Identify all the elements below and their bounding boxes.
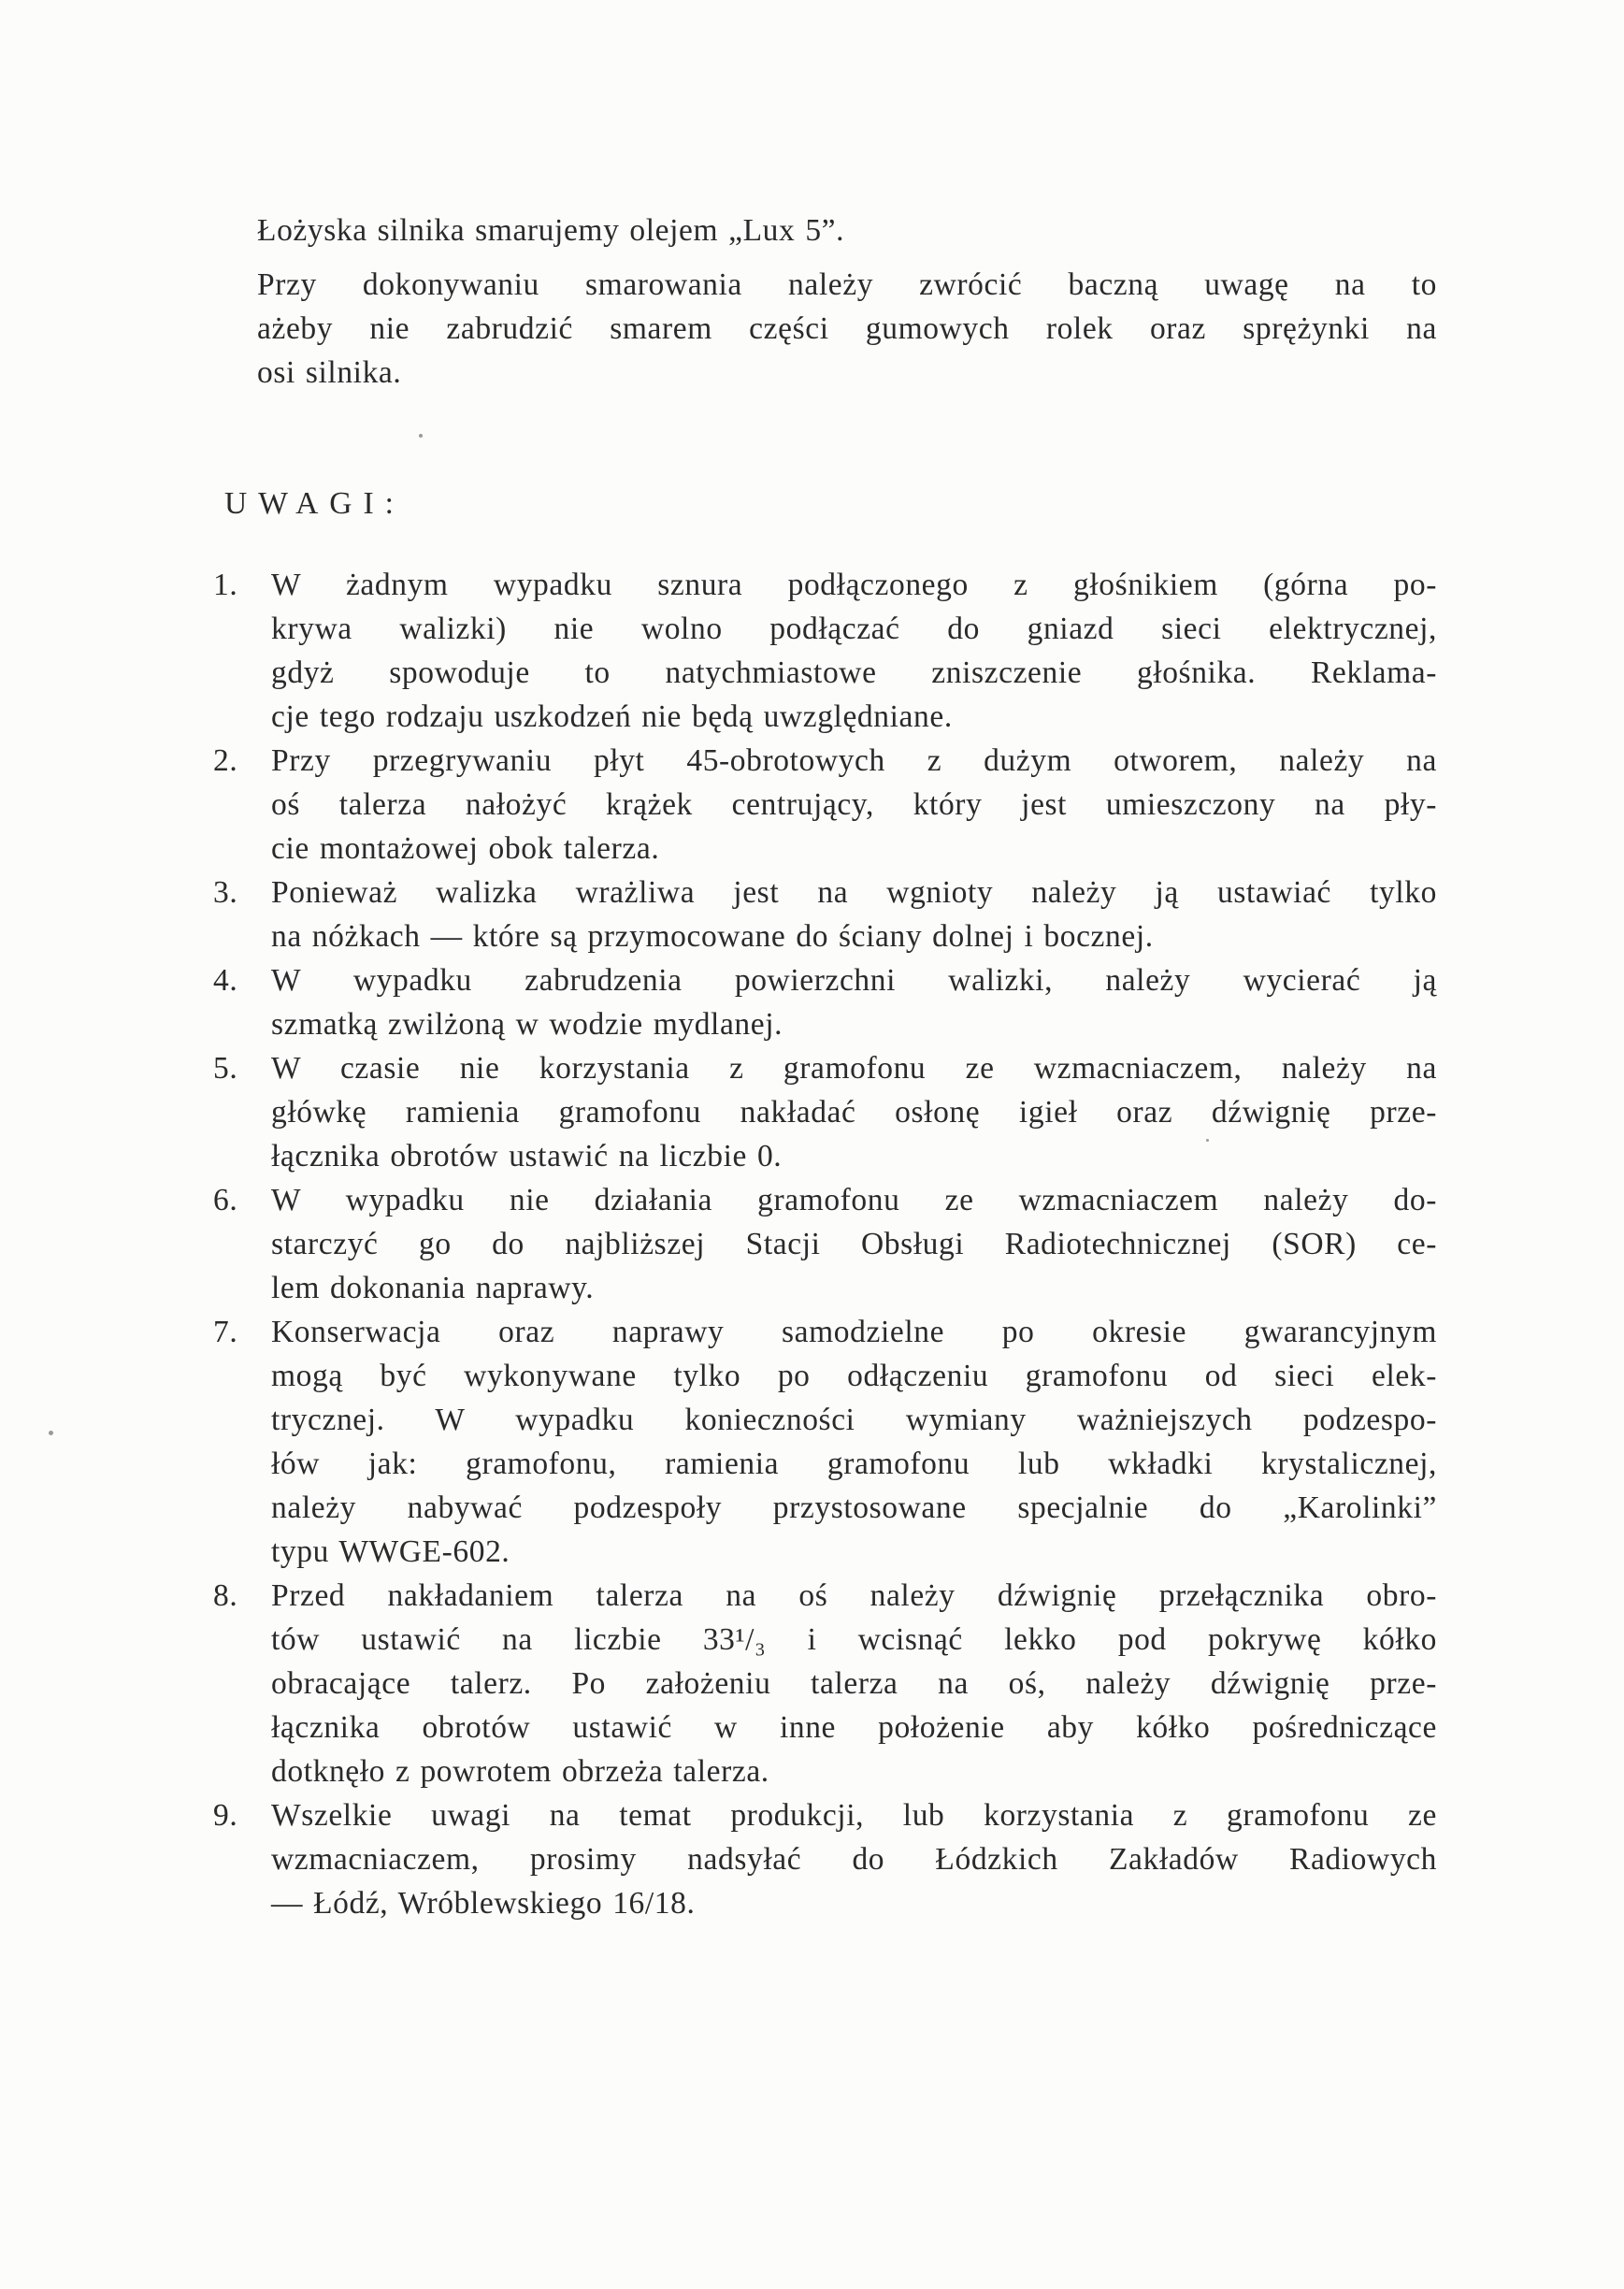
note-7-line: trycznej. W wypadku konieczności wymiany ważniejszych podzespo- xyxy=(271,1403,1437,1437)
note-9-line: — Łódź, Wróblewskiego 16/18. xyxy=(271,1886,696,1921)
note-8-line: dotknęło z powrotem obrzeża talerza. xyxy=(271,1754,769,1789)
note-2-line: oś talerza nałożyć krążek centrujący, który jest umieszczony na pły- xyxy=(271,787,1437,822)
note-6-line: starczyć go do najbliższej Stacji Obsługi Radiotechnicznej (SOR) ce- xyxy=(271,1227,1437,1261)
note-9-line: wzmacniaczem, prosimy nadsyłać do Łódzkich Zakładów Radiowych xyxy=(271,1842,1437,1877)
note-9-line: Wszelkie uwagi na temat produkcji, lub korzystania z gramofonu ze xyxy=(271,1798,1437,1833)
note-7-line: mogą być wykonywane tylko po odłączeniu gramofonu od sieci elek- xyxy=(271,1359,1437,1393)
note-2-number: 2. xyxy=(213,743,238,778)
note-5-line: łącznika obrotów ustawić na liczbie 0. xyxy=(271,1139,783,1173)
note-6-line: lem dokonania naprawy. xyxy=(271,1271,595,1305)
note-7-line: łów jak: gramofonu, ramienia gramofonu lub wkładki krystalicznej, xyxy=(271,1447,1437,1481)
note-5-line: główkę ramienia gramofonu nakładać osłonę igieł oraz dźwignię prze- xyxy=(271,1095,1437,1130)
note-3-number: 3. xyxy=(213,875,238,910)
note-1-line: cje tego rodzaju uszkodzeń nie będą uwzględniane. xyxy=(271,699,953,734)
paper-speck xyxy=(419,434,423,438)
note-4-line: szmatką zwilżoną w wodzie mydlanej. xyxy=(271,1007,783,1042)
note-6-line: W wypadku nie działania gramofonu ze wzmacniaczem należy do- xyxy=(271,1183,1437,1217)
note-6-number: 6. xyxy=(213,1183,238,1217)
note-7-number: 7. xyxy=(213,1315,238,1349)
intro-line-3: ażeby nie zabrudzić smarem części gumowych rolek oraz sprężynki na xyxy=(257,311,1437,346)
note-8-line: łącznika obrotów ustawić w inne położenie aby kółko pośredniczące xyxy=(271,1710,1437,1745)
note-3-line: na nóżkach — które są przymocowane do ściany dolnej i bocznej. xyxy=(271,919,1154,954)
note-7-line: Konserwacja oraz naprawy samodzielne po okresie gwarancyjnym xyxy=(271,1315,1437,1349)
note-9-number: 9. xyxy=(213,1798,238,1833)
note-4-line: W wypadku zabrudzenia powierzchni walizki, należy wycierać ją xyxy=(271,963,1437,998)
intro-line-2: Przy dokonywaniu smarowania należy zwrócić baczną uwagę na to xyxy=(257,267,1437,302)
intro-line-1: Łożyska silnika smarujemy olejem „Lux 5”. xyxy=(257,213,845,248)
note-8-number: 8. xyxy=(213,1578,238,1613)
note-1-line: gdyż spowoduje to natychmiastowe zniszczenie głośnika. Reklama- xyxy=(271,655,1437,690)
note-2-line: cie montażowej obok talerza. xyxy=(271,831,660,866)
note-8-line: obracające talerz. Po założeniu talerza na oś, należy dźwignię prze- xyxy=(271,1666,1437,1701)
note-3-line: Ponieważ walizka wrażliwa jest na wgnioty należy ją ustawiać tylko xyxy=(271,875,1437,910)
note-5-line: W czasie nie korzystania z gramofonu ze wzmacniaczem, należy na xyxy=(271,1051,1437,1086)
note-4-number: 4. xyxy=(213,963,238,998)
intro-line-4: osi silnika. xyxy=(257,355,402,390)
paper-speck xyxy=(49,1431,53,1435)
note-5-number: 5. xyxy=(213,1051,238,1086)
section-heading: UWAGI: xyxy=(224,486,405,521)
note-1-number: 1. xyxy=(213,568,238,602)
paper-speck xyxy=(1206,1139,1209,1142)
note-1-line: krywa walizki) nie wolno podłączać do gniazd sieci elektrycznej, xyxy=(271,612,1437,646)
note-2-line: Przy przegrywaniu płyt 45-obrotowych z dużym otworem, należy na xyxy=(271,743,1437,778)
note-1-line: W żadnym wypadku sznura podłączonego z głośnikiem (górna po- xyxy=(271,568,1437,602)
note-7-line: typu WWGE-602. xyxy=(271,1534,510,1569)
note-8-line: Przed nakładaniem talerza na oś należy dźwignię przełącznika obro- xyxy=(271,1578,1437,1613)
note-7-line: należy nabywać podzespoły przystosowane specjalnie do „Karolinki” xyxy=(271,1490,1437,1525)
note-8-line: tów ustawić na liczbie 33¹/₃ i wcisnąć lekko pod pokrywę kółko xyxy=(271,1622,1437,1657)
